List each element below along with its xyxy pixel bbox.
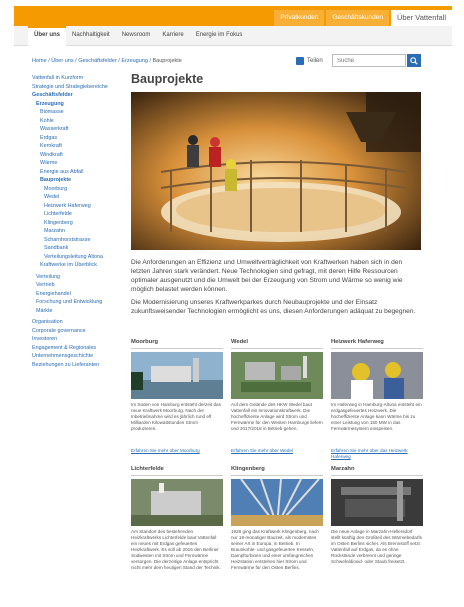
- search-icon: [410, 57, 418, 65]
- sidebar-item[interactable]: Unternehmensgeschichte: [32, 353, 94, 359]
- sidebar-item[interactable]: Wasserkraft: [40, 126, 69, 132]
- sidebar-item[interactable]: Lichterfelde: [44, 211, 72, 217]
- sidebar-item[interactable]: Corporate governance: [32, 327, 86, 334]
- sidebar-item[interactable]: Heizwerk Haferweg: [44, 202, 91, 209]
- search-input[interactable]: [332, 54, 406, 67]
- page-title: Bauprojekte: [131, 72, 204, 86]
- breadcrumb: [32, 58, 182, 64]
- intro-paragraph: Die Anforderungen an Effizienz und Umweltverträglichkeit von Kraftwerken haben sich in den letzten Jahren stark verändert. Neue Technologien sind gefragt, mit deren Hilfe Ressourcen optimaler ausgenutzt und die Umwelt bei der Erzeugung von Strom und Wärme so wenig wie möglich belastet werden können.: [131, 259, 403, 293]
- breadcrumb-home[interactable]: Home: [32, 58, 47, 64]
- sidebar-item[interactable]: Märkte: [36, 307, 53, 314]
- sidebar-item[interactable]: Klingenberg: [44, 219, 73, 226]
- sidebar-item[interactable]: Biomasse: [40, 109, 64, 115]
- nav-energie-im-fokus[interactable]: Energie im Fokus: [195, 32, 243, 38]
- sidebar-item[interactable]: Erzeugung: [36, 100, 64, 107]
- breadcrumb-separator: /: [73, 58, 79, 64]
- card-image[interactable]: [231, 479, 323, 526]
- sidebar-item[interactable]: Investoren: [32, 336, 58, 342]
- share-icon: [296, 57, 304, 65]
- card-text: Auf dem Gelände des HKW Wedel baut Vattenfall ein Innovationskraftwerk. Die hocheffiziente Anlage wird Strom und Fernwärme für den Westen Hamburgs liefern und 2017/2018 in Betrieb gehen.: [231, 402, 323, 431]
- card-title: Heizwerk Haferweg: [331, 339, 423, 349]
- sidebar-item[interactable]: Energie aus Abfall: [40, 168, 84, 175]
- sidebar-item[interactable]: Wedel: [44, 194, 60, 200]
- card-link[interactable]: Erfahren Sie mehr über das Heizwerk Haferweg: [331, 448, 408, 459]
- card-image[interactable]: [231, 352, 323, 399]
- card-text: Die neue Anlage in Marzahn-Hellersdorf stellt künftig den Großteil des Wärmebedarfs im Osten Berlins sicher. Als Brennstoff setzt Vattenfall auf Erdgas, da es ohne Rückstände verbrennt und geringe Schwefeldioxid- oder Staub freisetzt.: [331, 529, 422, 564]
- project-card-klingenberg: [231, 466, 323, 575]
- nav-karriere[interactable]: Karriere: [162, 32, 184, 38]
- tab-geschaeftskunden[interactable]: Geschäftskunden: [326, 10, 389, 26]
- project-card-haferweg: [331, 339, 423, 460]
- card-title: Klingenberg: [231, 466, 323, 476]
- nav-nachhaltigkeit[interactable]: Nachhaltigkeit: [72, 32, 110, 38]
- project-card-marzahn: [331, 466, 423, 575]
- sidebar-item[interactable]: Geschäftsfelder: [32, 92, 73, 98]
- card-text: 1926 ging das Kraftwerk Klingenberg, nach nur 18-monatiger Bauzeit, als modernstes seiner Art in Europa, in Betrieb. In Braunkohle- und gasgefeuerten Kesseln, Dampfturbinen und einer umfangreichen Heizstation entstehen hier Strom und Fernwärme für den Osten Berlins.: [231, 529, 319, 570]
- sidebar-item[interactable]: Erdgas: [40, 134, 58, 141]
- sidebar-item[interactable]: Bauprojekte: [40, 177, 72, 183]
- card-title: Lichterfelde: [131, 466, 223, 476]
- sidebar-item[interactable]: Windkraft: [40, 151, 63, 158]
- card-image[interactable]: [131, 352, 223, 399]
- sidebar-navigation: [32, 74, 138, 369]
- intro-paragraph: Die Modernisierung unseres Kraftwerkparkes durch Neubauprojekte und der Einsatz zukunftsweisender Technologien ermöglicht es uns, diesen Anforderungen adäquat zu begegnen.: [131, 299, 416, 315]
- sidebar-item[interactable]: Beziehungen zu Lieferanten: [32, 361, 100, 368]
- sidebar-item[interactable]: Wärme: [40, 160, 58, 166]
- sidebar-item[interactable]: Moorburg: [44, 185, 68, 192]
- card-image[interactable]: [331, 479, 423, 526]
- card-image[interactable]: [131, 479, 223, 526]
- sidebar-item[interactable]: Verteilung: [36, 273, 60, 280]
- card-title: Moorburg: [131, 339, 223, 349]
- project-card-moorburg: [131, 339, 223, 460]
- hero-image: [131, 92, 421, 250]
- nav-ueber-uns[interactable]: Über uns: [28, 26, 66, 46]
- nav-newsroom[interactable]: Newsroom: [121, 32, 151, 38]
- sidebar-item[interactable]: Kraftwerke im Überblick: [40, 262, 97, 268]
- breadcrumb-ueber-uns[interactable]: Über uns: [51, 58, 74, 64]
- main-navigation: [14, 26, 452, 46]
- sidebar-item[interactable]: Forschung und Entwicklung: [36, 299, 103, 305]
- card-title: Wedel: [231, 339, 323, 349]
- breadcrumb-current: Bauprojekte: [152, 58, 182, 64]
- sidebar-item[interactable]: Scharnhorststrasse: [44, 236, 91, 243]
- card-image[interactable]: [331, 352, 423, 399]
- card-text: Im Süden von Hamburg entsteht derzeit das neue Kraftwerk Moorburg. Nach der Inbetriebnahme wird es jährlich rund elf Milliarden Kilowattstunden Strom produzieren.: [131, 402, 221, 431]
- card-link[interactable]: Erfahren Sie mehr über Moorburg: [131, 448, 200, 453]
- sidebar-item[interactable]: Sandbank: [44, 245, 69, 251]
- breadcrumb-separator: /: [147, 58, 153, 64]
- breadcrumb-erzeugung[interactable]: Erzeugung: [121, 58, 148, 64]
- share-button[interactable]: [296, 57, 323, 65]
- card-link[interactable]: Erfahren Sie mehr über Wedel: [231, 448, 293, 453]
- project-grid: [131, 339, 423, 575]
- breadcrumb-separator: /: [46, 58, 52, 64]
- audience-tabs: [274, 10, 452, 26]
- sidebar-item[interactable]: Vattenfall in Kurzform: [32, 75, 84, 81]
- card-text: Am Standort des bestehenden Heizkraftwerks Lichterfelde baut Vattenfall ein neues mit Erdgas gefeuertes Heizkraftwerk. Es soll ab 2016 den Berliner Südwesten mit Strom und Fernwärme versorgen. Die derzeitige Anlage entspricht nicht mehr dem heutigen Stand der Technik.: [131, 529, 221, 570]
- page: [14, 6, 452, 607]
- breadcrumb-geschaeftsfelder[interactable]: Geschäftsfelder: [78, 58, 117, 64]
- sidebar-item[interactable]: Strategie und Strategiebereiche: [32, 83, 108, 90]
- project-card-lichterfelde: [131, 466, 223, 575]
- tab-ueber-vattenfall[interactable]: Über Vattenfall: [391, 10, 452, 26]
- search-button[interactable]: [407, 54, 421, 67]
- breadcrumb-separator: /: [116, 58, 122, 64]
- share-label: Teilen: [307, 58, 323, 64]
- top-bar: [14, 6, 452, 26]
- sidebar-item[interactable]: Energiehandel: [36, 290, 71, 297]
- sidebar-item[interactable]: Engagement & Regionales: [32, 344, 97, 351]
- project-card-wedel: [231, 339, 323, 460]
- sidebar-item[interactable]: Vertrieb: [36, 282, 55, 288]
- sidebar-item[interactable]: Kohle: [40, 117, 54, 124]
- main-content: [131, 72, 423, 320]
- sidebar-item[interactable]: Kernkraft: [40, 143, 62, 149]
- card-text: Im Haferweg in Hamburg-Altona entsteht ein erdgasgefeuertes Heizwerk. Die hocheffiziente Anlage kann Wärme bis zu einer Leistung von 150 MW in das Fernwärmesystem einspeisen.: [331, 402, 422, 431]
- sidebar-item[interactable]: Organisation: [32, 319, 63, 325]
- card-title: Marzahn: [331, 466, 423, 476]
- sidebar-item[interactable]: Marzahn: [44, 228, 65, 234]
- intro-text: [131, 258, 423, 316]
- sidebar-item[interactable]: Verteilungsleitung Altona: [44, 253, 104, 260]
- tab-privatkunden[interactable]: Privatkunden: [274, 10, 324, 26]
